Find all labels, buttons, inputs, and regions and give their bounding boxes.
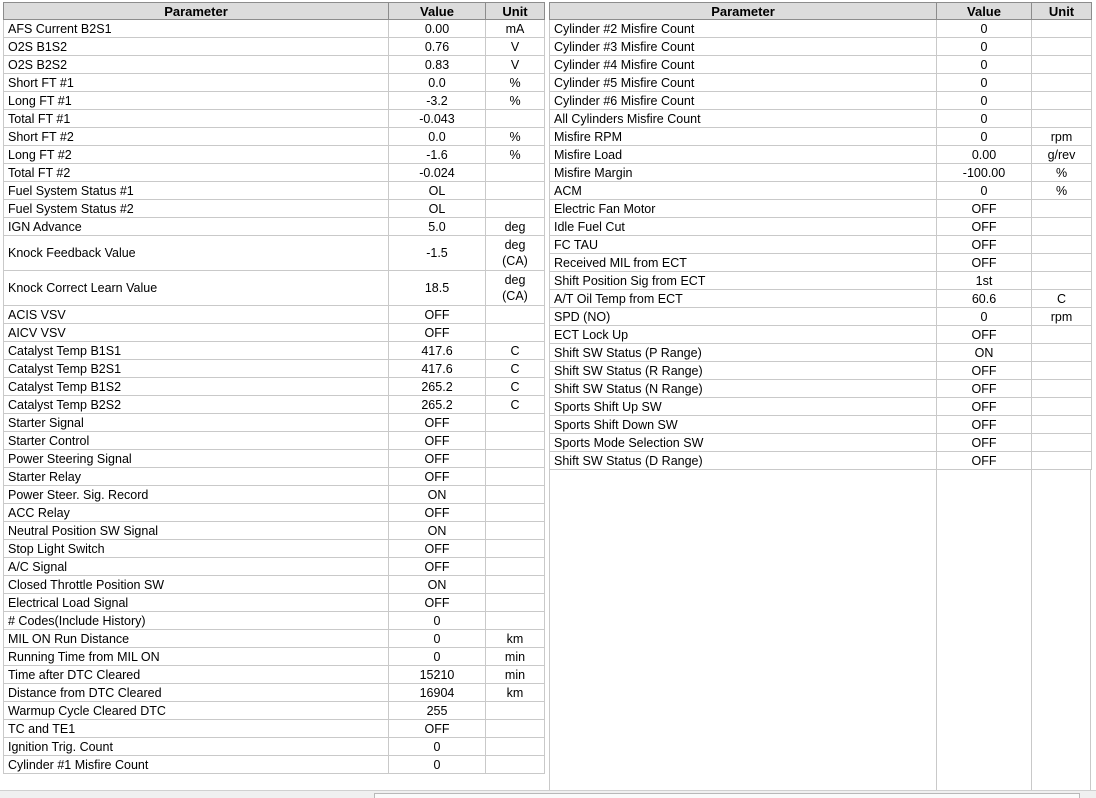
unit-cell: rpm: [1032, 308, 1092, 326]
parameter-cell: Catalyst Temp B1S1: [4, 342, 389, 360]
value-cell: 0: [937, 308, 1032, 326]
table-row[interactable]: [4, 738, 545, 756]
value-cell: 0: [389, 738, 486, 756]
value-cell: -1.5: [389, 236, 486, 271]
value-cell: -0.043: [389, 110, 486, 128]
table-row[interactable]: [4, 540, 545, 558]
unit-cell: C: [486, 378, 545, 396]
unit-cell: [486, 504, 545, 522]
value-cell: -1.6: [389, 146, 486, 164]
unit-cell: %: [1032, 182, 1092, 200]
parameter-cell: Shift SW Status (R Range): [550, 362, 937, 380]
value-cell: 0: [937, 92, 1032, 110]
value-cell: OFF: [937, 380, 1032, 398]
right-header-row: [550, 3, 1092, 20]
table-row[interactable]: [4, 110, 545, 128]
table-row[interactable]: [4, 450, 545, 468]
table-row[interactable]: [550, 200, 1092, 218]
parameter-cell: Electrical Load Signal: [4, 594, 389, 612]
parameter-cell: Sports Shift Up SW: [550, 398, 937, 416]
unit-cell: [1032, 398, 1092, 416]
value-cell: OFF: [937, 434, 1032, 452]
unit-cell: [1032, 20, 1092, 38]
value-cell: OFF: [389, 540, 486, 558]
table-row[interactable]: [4, 684, 545, 702]
unit-cell: V: [486, 38, 545, 56]
table-row[interactable]: [4, 324, 545, 342]
unit-cell: km: [486, 684, 545, 702]
parameter-cell: Distance from DTC Cleared: [4, 684, 389, 702]
value-cell: 265.2: [389, 378, 486, 396]
value-cell: OFF: [937, 326, 1032, 344]
table-row[interactable]: [4, 56, 545, 74]
table-row[interactable]: [4, 396, 545, 414]
unit-cell: %: [1032, 164, 1092, 182]
unit-cell: km: [486, 630, 545, 648]
table-row[interactable]: [4, 576, 545, 594]
unit-cell: rpm: [1032, 128, 1092, 146]
parameter-cell: Starter Relay: [4, 468, 389, 486]
parameter-cell: Knock Feedback Value: [4, 236, 389, 271]
parameter-cell: AICV VSV: [4, 324, 389, 342]
unit-cell: [486, 702, 545, 720]
value-cell: 0.00: [389, 20, 486, 38]
table-row[interactable]: [550, 254, 1092, 272]
value-cell: OFF: [389, 324, 486, 342]
table-row[interactable]: [4, 236, 545, 271]
column-header-parameter[interactable]: Parameter: [4, 3, 389, 20]
unit-cell: [1032, 272, 1092, 290]
value-cell: OFF: [389, 468, 486, 486]
parameter-cell: Catalyst Temp B1S2: [4, 378, 389, 396]
parameter-cell: Misfire RPM: [550, 128, 937, 146]
unit-cell: [486, 306, 545, 324]
unit-cell: min: [486, 648, 545, 666]
table-row[interactable]: [4, 342, 545, 360]
unit-cell: [1032, 110, 1092, 128]
table-row[interactable]: [4, 128, 545, 146]
parameter-cell: Fuel System Status #2: [4, 200, 389, 218]
unit-cell: [486, 594, 545, 612]
unit-cell: [1032, 56, 1092, 74]
unit-cell: mA: [486, 20, 545, 38]
value-cell: OFF: [389, 432, 486, 450]
parameter-cell: Power Steer. Sig. Record: [4, 486, 389, 504]
unit-cell: [486, 324, 545, 342]
parameter-cell: Cylinder #4 Misfire Count: [550, 56, 937, 74]
table-row[interactable]: [550, 20, 1092, 38]
unit-cell: [1032, 326, 1092, 344]
parameter-cell: Knock Correct Learn Value: [4, 271, 389, 306]
table-row[interactable]: [550, 164, 1092, 182]
parameter-cell: Shift Position Sig from ECT: [550, 272, 937, 290]
table-row[interactable]: [550, 272, 1092, 290]
parameter-cell: Power Steering Signal: [4, 450, 389, 468]
parameter-cell: TC and TE1: [4, 720, 389, 738]
parameter-cell: Fuel System Status #1: [4, 182, 389, 200]
table-row[interactable]: [550, 290, 1092, 308]
unit-cell: [486, 612, 545, 630]
table-row[interactable]: [550, 236, 1092, 254]
unit-cell: V: [486, 56, 545, 74]
value-cell: 15210: [389, 666, 486, 684]
unit-cell: [486, 164, 545, 182]
unit-cell: %: [486, 92, 545, 110]
table-row[interactable]: [550, 92, 1092, 110]
parameter-cell: Cylinder #3 Misfire Count: [550, 38, 937, 56]
empty-table-area: [549, 470, 1091, 790]
parameter-cell: AFS Current B2S1: [4, 20, 389, 38]
table-row[interactable]: [4, 74, 545, 92]
value-cell: -0.024: [389, 164, 486, 182]
parameter-cell: Ignition Trig. Count: [4, 738, 389, 756]
value-cell: OFF: [937, 236, 1032, 254]
unit-cell: [1032, 254, 1092, 272]
unit-cell: [486, 432, 545, 450]
value-cell: 0: [937, 74, 1032, 92]
value-cell: 0: [389, 612, 486, 630]
table-row[interactable]: [550, 182, 1092, 200]
value-cell: 417.6: [389, 360, 486, 378]
unit-cell: [1032, 236, 1092, 254]
parameter-cell: SPD (NO): [550, 308, 937, 326]
unit-cell: [1032, 218, 1092, 236]
value-cell: 0: [937, 20, 1032, 38]
parameter-cell: ACM: [550, 182, 937, 200]
unit-cell: [486, 468, 545, 486]
value-cell: 255: [389, 702, 486, 720]
value-cell: 417.6: [389, 342, 486, 360]
unit-cell: [486, 738, 545, 756]
value-cell: OFF: [389, 414, 486, 432]
value-cell: ON: [389, 576, 486, 594]
value-cell: 0: [937, 110, 1032, 128]
value-cell: OFF: [389, 504, 486, 522]
value-cell: OFF: [389, 720, 486, 738]
value-cell: 5.0: [389, 218, 486, 236]
table-row[interactable]: [550, 398, 1092, 416]
value-cell: 265.2: [389, 396, 486, 414]
unit-cell: [486, 540, 545, 558]
value-cell: 18.5: [389, 271, 486, 306]
parameter-cell: # Codes(Include History): [4, 612, 389, 630]
unit-cell: deg: [486, 218, 545, 236]
table-row[interactable]: [4, 522, 545, 540]
parameter-cell: Received MIL from ECT: [550, 254, 937, 272]
value-cell: OFF: [937, 200, 1032, 218]
table-row[interactable]: [4, 558, 545, 576]
table-row[interactable]: [4, 504, 545, 522]
table-row[interactable]: [4, 164, 545, 182]
table-row[interactable]: [4, 486, 545, 504]
value-cell: 0.00: [937, 146, 1032, 164]
unit-cell: C: [486, 396, 545, 414]
parameter-cell: Idle Fuel Cut: [550, 218, 937, 236]
table-row[interactable]: [4, 756, 545, 774]
parameter-cell: Running Time from MIL ON: [4, 648, 389, 666]
value-cell: ON: [389, 486, 486, 504]
parameter-cell: Cylinder #2 Misfire Count: [550, 20, 937, 38]
parameter-cell: Total FT #1: [4, 110, 389, 128]
value-cell: 0.0: [389, 128, 486, 146]
value-cell: 1st: [937, 272, 1032, 290]
parameter-cell: ECT Lock Up: [550, 326, 937, 344]
value-cell: OFF: [389, 558, 486, 576]
value-cell: OFF: [937, 218, 1032, 236]
table-row[interactable]: [4, 378, 545, 396]
value-cell: OFF: [389, 306, 486, 324]
unit-cell: min: [486, 666, 545, 684]
unit-cell: [1032, 416, 1092, 434]
parameter-cell: Starter Control: [4, 432, 389, 450]
table-row[interactable]: [4, 271, 545, 306]
value-cell: OFF: [389, 594, 486, 612]
unit-cell: [486, 558, 545, 576]
table-row[interactable]: [4, 702, 545, 720]
parameter-cell: Catalyst Temp B2S1: [4, 360, 389, 378]
table-row[interactable]: [4, 468, 545, 486]
parameter-cell: O2S B2S2: [4, 56, 389, 74]
parameter-cell: FC TAU: [550, 236, 937, 254]
value-cell: OFF: [937, 362, 1032, 380]
parameter-cell: Short FT #1: [4, 74, 389, 92]
table-row[interactable]: [4, 200, 545, 218]
value-cell: 0: [389, 756, 486, 774]
unit-cell: %: [486, 128, 545, 146]
column-header-unit[interactable]: Unit: [486, 3, 545, 20]
value-cell: 0: [937, 128, 1032, 146]
table-row[interactable]: [4, 720, 545, 738]
table-row[interactable]: [4, 306, 545, 324]
table-row[interactable]: [550, 380, 1092, 398]
parameter-cell: Starter Signal: [4, 414, 389, 432]
table-row[interactable]: [4, 20, 545, 38]
table-row[interactable]: [4, 630, 545, 648]
unit-cell: [486, 450, 545, 468]
parameter-cell: Shift SW Status (P Range): [550, 344, 937, 362]
table-row[interactable]: [4, 92, 545, 110]
parameter-cell: A/T Oil Temp from ECT: [550, 290, 937, 308]
unit-cell: [1032, 344, 1092, 362]
table-row[interactable]: [550, 56, 1092, 74]
parameter-cell: Cylinder #5 Misfire Count: [550, 74, 937, 92]
value-cell: 0: [937, 38, 1032, 56]
unit-cell: [486, 756, 545, 774]
grid-line: [936, 470, 937, 790]
table-row[interactable]: [550, 326, 1092, 344]
parameter-cell: Long FT #1: [4, 92, 389, 110]
table-row[interactable]: [4, 648, 545, 666]
table-row[interactable]: [550, 74, 1092, 92]
value-cell: OL: [389, 200, 486, 218]
parameter-cell: Misfire Margin: [550, 164, 937, 182]
table-row[interactable]: [550, 218, 1092, 236]
value-cell: 0: [937, 182, 1032, 200]
parameter-cell: Stop Light Switch: [4, 540, 389, 558]
unit-cell: [486, 522, 545, 540]
parameter-cell: IGN Advance: [4, 218, 389, 236]
unit-cell: C: [486, 360, 545, 378]
value-cell: 0: [389, 648, 486, 666]
value-cell: OFF: [937, 452, 1032, 470]
unit-cell: [1032, 38, 1092, 56]
unit-cell: %: [486, 146, 545, 164]
parameter-cell: ACC Relay: [4, 504, 389, 522]
left-data-table-panel: [3, 2, 544, 774]
parameter-cell: MIL ON Run Distance: [4, 630, 389, 648]
right-data-table: [549, 2, 1092, 470]
parameter-cell: Time after DTC Cleared: [4, 666, 389, 684]
value-cell: 0: [937, 56, 1032, 74]
table-row[interactable]: [4, 612, 545, 630]
unit-cell: [486, 414, 545, 432]
parameter-cell: Shift SW Status (D Range): [550, 452, 937, 470]
parameter-cell: Sports Shift Down SW: [550, 416, 937, 434]
value-cell: OFF: [389, 450, 486, 468]
table-row[interactable]: [4, 666, 545, 684]
left-data-table: [3, 2, 545, 774]
unit-cell: C: [1032, 290, 1092, 308]
table-row[interactable]: [550, 344, 1092, 362]
table-row[interactable]: [550, 128, 1092, 146]
table-row[interactable]: [4, 218, 545, 236]
value-cell: OFF: [937, 416, 1032, 434]
unit-cell: [1032, 74, 1092, 92]
parameter-cell: Shift SW Status (N Range): [550, 380, 937, 398]
table-row[interactable]: [550, 308, 1092, 326]
value-cell: OFF: [937, 254, 1032, 272]
value-cell: -100.00: [937, 164, 1032, 182]
scrollbar-thumb[interactable]: [374, 793, 1080, 798]
value-cell: ON: [937, 344, 1032, 362]
table-row[interactable]: [4, 594, 545, 612]
parameter-cell: Closed Throttle Position SW: [4, 576, 389, 594]
value-cell: 60.6: [937, 290, 1032, 308]
unit-cell: [486, 110, 545, 128]
parameter-cell: Catalyst Temp B2S2: [4, 396, 389, 414]
table-row[interactable]: [4, 360, 545, 378]
unit-cell: [486, 486, 545, 504]
column-header-value[interactable]: Value: [937, 3, 1032, 20]
table-row[interactable]: [4, 432, 545, 450]
parameter-cell: Short FT #2: [4, 128, 389, 146]
value-cell: 16904: [389, 684, 486, 702]
parameter-cell: Warmup Cycle Cleared DTC: [4, 702, 389, 720]
unit-cell: [1032, 92, 1092, 110]
unit-cell: [1032, 362, 1092, 380]
value-cell: OFF: [937, 398, 1032, 416]
parameter-cell: Electric Fan Motor: [550, 200, 937, 218]
unit-cell: [486, 576, 545, 594]
parameter-cell: ACIS VSV: [4, 306, 389, 324]
left-header-row: [4, 3, 545, 20]
value-cell: 0: [389, 630, 486, 648]
unit-cell: [1032, 380, 1092, 398]
table-row[interactable]: [550, 434, 1092, 452]
parameter-cell: Cylinder #1 Misfire Count: [4, 756, 389, 774]
parameter-cell: Cylinder #6 Misfire Count: [550, 92, 937, 110]
value-cell: ON: [389, 522, 486, 540]
unit-cell: g/rev: [1032, 146, 1092, 164]
grid-line: [1031, 470, 1032, 790]
unit-cell: [486, 720, 545, 738]
parameter-cell: A/C Signal: [4, 558, 389, 576]
value-cell: 0.83: [389, 56, 486, 74]
parameter-cell: O2S B1S2: [4, 38, 389, 56]
parameter-cell: Total FT #2: [4, 164, 389, 182]
parameter-cell: Long FT #2: [4, 146, 389, 164]
unit-cell: C: [486, 342, 545, 360]
right-data-table-panel: [549, 2, 1091, 470]
parameter-cell: Neutral Position SW Signal: [4, 522, 389, 540]
unit-cell: %: [486, 74, 545, 92]
grid-line: [1090, 470, 1091, 790]
column-header-parameter[interactable]: Parameter: [550, 3, 937, 20]
value-cell: 0.0: [389, 74, 486, 92]
unit-cell: [1032, 200, 1092, 218]
table-row[interactable]: [550, 452, 1092, 470]
table-row[interactable]: [4, 182, 545, 200]
parameter-cell: Sports Mode Selection SW: [550, 434, 937, 452]
unit-cell: deg (CA): [486, 236, 545, 271]
value-cell: -3.2: [389, 92, 486, 110]
parameter-cell: Misfire Load: [550, 146, 937, 164]
unit-cell: [486, 200, 545, 218]
parameter-cell: All Cylinders Misfire Count: [550, 110, 937, 128]
table-row[interactable]: [550, 362, 1092, 380]
value-cell: 0.76: [389, 38, 486, 56]
column-header-unit[interactable]: Unit: [1032, 3, 1092, 20]
unit-cell: [1032, 452, 1092, 470]
table-row[interactable]: [4, 38, 545, 56]
unit-cell: [486, 182, 545, 200]
table-row[interactable]: [4, 414, 545, 432]
unit-cell: [1032, 434, 1092, 452]
table-row[interactable]: [550, 146, 1092, 164]
grid-line: [549, 470, 550, 790]
table-row[interactable]: [550, 38, 1092, 56]
unit-cell: deg (CA): [486, 271, 545, 306]
table-row[interactable]: [550, 110, 1092, 128]
table-row[interactable]: [550, 416, 1092, 434]
table-row[interactable]: [4, 146, 545, 164]
column-header-value[interactable]: Value: [389, 3, 486, 20]
value-cell: OL: [389, 182, 486, 200]
